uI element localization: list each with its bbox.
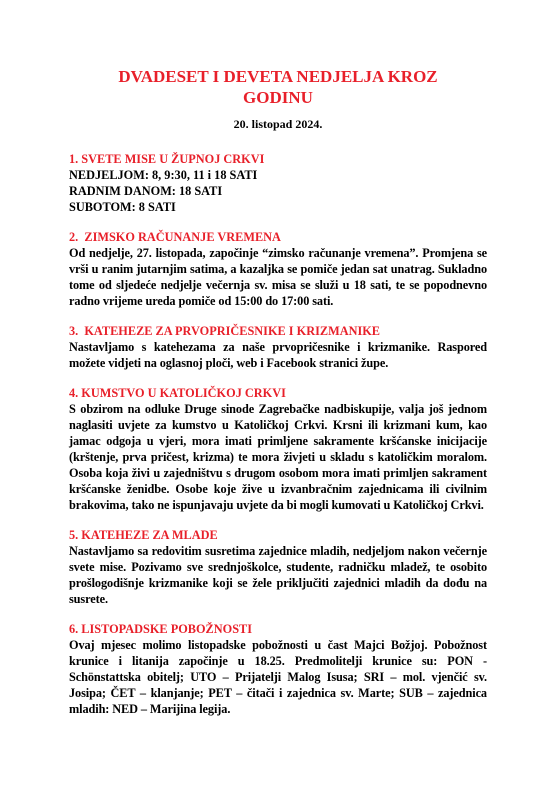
section-heading: 5. KATEHEZE ZA MLADE (69, 528, 218, 542)
section-october-devotions (69, 621, 487, 717)
section-body: Nastavljamo s katehezama za naše prvopričesnike i krizmanike. Raspored možete vidjeti na oglasnoj ploči, web i Facebook stranici župe. (69, 340, 487, 370)
section-heading: 6. LISTOPADSKE POBOŽNOSTI (69, 622, 253, 636)
section-heading: 4. KUMSTVO U KATOLIČKOJ CRKVI (69, 386, 286, 400)
section-godparenthood (69, 385, 487, 513)
section-mass-times (69, 151, 487, 215)
section-winter-time (69, 229, 487, 309)
section-catechesis-sacraments (69, 323, 487, 371)
mass-time-weekday: RADNIM DANOM: 18 SATI (69, 184, 223, 198)
section-youth-catechesis (69, 527, 487, 607)
section-body: Od nedjelje, 27. listopada, započinje “zimsko računanje vremena”. Promjena se vrši u ranim jutarnjim satima, a kazaljka se pomiče jedan sat unatrag. Sukladno tome od sljedeće nedjelje večernja sv. misa se služi u 18 sati, te se popodnevno radno vrijeme ureda pomiče od 15:00 do 17:00 sati. (69, 246, 487, 308)
mass-time-saturday: SUBOTOM: 8 SATI (69, 200, 176, 214)
section-body: Ovaj mjesec molimo listopadske pobožnosti u čast Majci Božjoj. Pobožnost krunice i litanija započinje u 18.25. Predmolitelji krunice su: PON - Schönstattska obitelj; UTO – Prijatelji Malog Isusa; SRI – mol. vjenčić sv. Josipa; ČET – klanjanje; PET – čitači i zajednica sv. Marte; SUB – zajednica mladih: NED – Marijina legija. (69, 638, 487, 716)
section-heading: 1. SVETE MISE U ŽUPNOJ CRKVI (69, 152, 265, 166)
mass-time-sunday: NEDJELJOM: 8, 9:30, 11 i 18 SATI (69, 168, 258, 182)
bulletin-page (69, 66, 487, 717)
document-title: DVADESET I DEVETA NEDJELJA KROZ GODINU (118, 67, 438, 107)
section-heading: 3. KATEHEZE ZA PRVOPRIČESNIKE I KRIZMANIKE (69, 324, 381, 338)
section-heading: 2. ZIMSKO RAČUNANJE VREMENA (69, 230, 281, 244)
document-date: 20. listopad 2024. (233, 117, 323, 131)
section-body: Nastavljamo sa redovitim susretima zajednice mladih, nedjeljom nakon večernje svete mise. Pozivamo sve srednjoškolce, studente, radničku mladež, te osobito prošlogodišnje krizmanike koji se žele priključiti zajednici mladih da dođu na susrete. (69, 544, 487, 606)
section-body: S obzirom na odluke Druge sinode Zagrebačke nadbiskupije, valja još jednom naglasiti uvjete za kumstvo u Katoličkoj Crkvi. Krsni ili krizmani kum, kao jamac odgoja u vjeri, mora imati primljene sakramente kršćanske inicijacije (krštenje, prva pričest, krizma) te mora živjeti u skladu s katoličkim moralom. Osoba koja živi u zajedništvu s drugom osobom mora imati primljen sakrament kršćanske ženidbe. Osobe koje žive u izvanbračnim zajednicama ili civilnim brakovima, tako ne ispunjavaju uvjete da bi mogli kumovati u Katoličkoj Crkvi. (69, 402, 487, 512)
